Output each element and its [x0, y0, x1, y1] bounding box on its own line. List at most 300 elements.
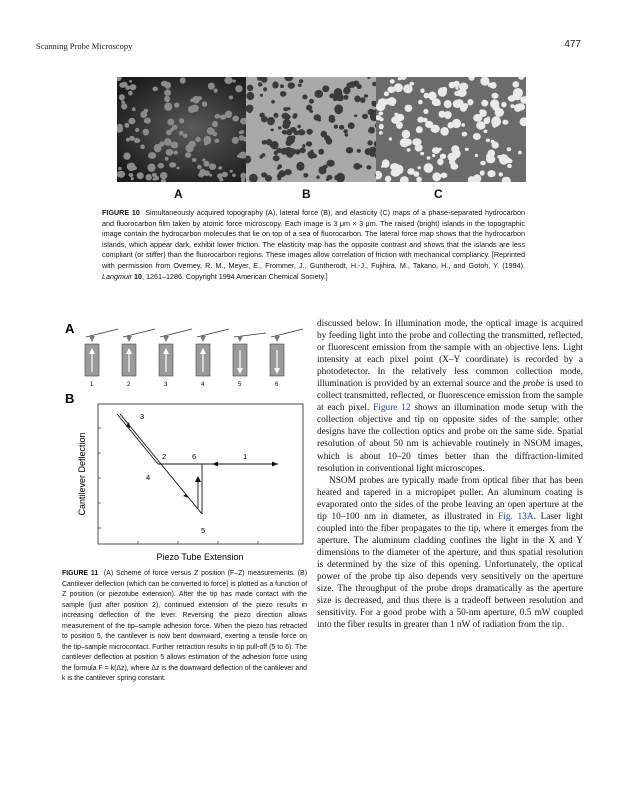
- cantilever-tip: [163, 336, 169, 342]
- island-shape: [263, 87, 267, 91]
- island-shape: [387, 97, 396, 106]
- island-shape: [518, 151, 522, 155]
- island-shape: [189, 145, 193, 149]
- island-shape: [447, 122, 454, 129]
- island-shape: [334, 125, 338, 129]
- cantilever-number: 6: [275, 382, 279, 388]
- island-shape: [169, 162, 176, 168]
- island-shape: [180, 77, 186, 83]
- island-shape: [449, 82, 456, 89]
- figure10-caption-tail: , 1261–1286. Copyright 1994 American Chemical Society.]: [141, 271, 328, 281]
- pull-off-arrow-head: [195, 476, 201, 482]
- island-shape: [239, 131, 243, 135]
- island-shape: [230, 170, 233, 173]
- figure10-panel-label-c: C: [434, 187, 443, 201]
- island-shape: [128, 118, 135, 125]
- island-shape: [315, 90, 324, 98]
- island-shape: [164, 96, 170, 102]
- island-shape: [164, 89, 171, 96]
- island-shape: [339, 125, 344, 130]
- island-shape: [198, 96, 202, 100]
- island-shape: [385, 176, 391, 182]
- island-shape: [353, 81, 359, 87]
- cantilever-lever: [271, 329, 303, 337]
- figure11-caption-text: (A) Scheme of force versus Z position (F–Z) measurements. (B) Cantilever deflection (which can be converted to force) is plotted as a function of Z position (or piezotube extension). After the tip has made contact with the sample (just after position 2), continued extension of the piezo results in increasing deflection of the lever. Reversing the piezo direction allows measurement of the tip–sample adhesion force. When the piezo has retracted to position 5, the cantilever is now bent downward, exerting a tensile force on the tip–sample microcontact. Further retraction results in tip pull-off (5 to 6). The cantilever deflection at position 5 allows estimation of the adhesion force using the formula F = k(Δz), where Δz is the downward deflection of the cantilever and k is the cantilever spring constant.: [62, 570, 307, 682]
- island-shape: [121, 103, 127, 109]
- island-shape: [271, 100, 275, 104]
- island-shape: [372, 101, 376, 105]
- island-shape: [326, 160, 334, 167]
- cantilever-number: 3: [164, 382, 168, 388]
- island-shape: [132, 107, 136, 111]
- cantilever-tip: [89, 336, 95, 342]
- island-shape: [432, 147, 440, 154]
- island-shape: [218, 166, 222, 169]
- island-shape: [282, 122, 290, 129]
- micrograph-topography-image: [117, 77, 267, 182]
- figure10-caption: [102, 208, 525, 282]
- island-shape: [440, 154, 446, 159]
- island-shape: [292, 115, 296, 119]
- island-shape: [449, 160, 455, 165]
- island-shape: [130, 84, 137, 90]
- island-shape: [480, 161, 486, 166]
- figure11-panel-label-b: B: [65, 391, 75, 406]
- island-shape: [329, 115, 335, 121]
- island-shape: [225, 111, 232, 119]
- baseline-arrow-head-right: [272, 462, 278, 467]
- island-shape: [298, 129, 306, 135]
- island-shape: [329, 93, 335, 98]
- island-shape: [204, 142, 208, 145]
- island-shape: [239, 155, 243, 159]
- island-shape: [303, 173, 308, 178]
- cantilever-lever: [197, 329, 229, 337]
- island-shape: [322, 85, 329, 92]
- island-shape: [166, 149, 174, 156]
- island-shape: [197, 165, 202, 169]
- island-shape: [439, 111, 446, 118]
- island-shape: [134, 138, 140, 143]
- island-shape: [424, 93, 429, 99]
- island-shape: [440, 127, 449, 136]
- island-shape: [389, 137, 392, 140]
- island-shape: [267, 119, 274, 125]
- island-shape: [117, 171, 125, 178]
- cantilever-number: 5: [238, 382, 242, 388]
- island-shape: [346, 147, 353, 153]
- island-shape: [516, 103, 525, 110]
- cantilever-tip: [126, 336, 132, 342]
- cantilever-number: 2: [127, 382, 131, 388]
- island-shape: [202, 101, 207, 107]
- island-shape: [297, 125, 301, 129]
- micrograph-lateral-force-image: [246, 77, 396, 182]
- island-shape: [274, 151, 278, 156]
- island-shape: [302, 144, 305, 148]
- island-shape: [281, 148, 288, 155]
- island-shape: [125, 123, 130, 128]
- island-shape: [123, 152, 130, 159]
- island-shape: [229, 96, 233, 100]
- island-shape: [212, 121, 218, 127]
- island-shape: [348, 122, 355, 129]
- island-shape: [480, 170, 485, 175]
- island-shape: [127, 163, 133, 169]
- island-shape: [147, 164, 155, 172]
- island-shape: [158, 163, 164, 169]
- island-shape: [119, 94, 125, 101]
- island-shape: [274, 113, 279, 118]
- graph-point-label-5: 5: [201, 526, 206, 535]
- island-shape: [148, 152, 156, 159]
- island-shape: [280, 84, 284, 88]
- island-shape: [176, 167, 179, 170]
- island-shape: [455, 87, 458, 90]
- island-shape: [488, 83, 494, 88]
- island-shape: [510, 104, 514, 108]
- paragraph-2-part-b: . Laser light coupled into the fiber propagates to the tip, where it emerges from the aperture. The aluminum cladding confines the light in the X and Y dimensions to the diameter of the aperture, and thus spatial resolution is determined by the size of this opening. Unfortunately, the optical power of the probe tip also depends very sensitively on the aperture size. The throughput of the probe drops dramatically as the aperture size is decreased, and thus there is a tradeoff between resolution and sensitivity. For a good probe with a 50-nm aperture, 0.5 mW coupled into the fiber results in greater than 1 nW of radiation from the tip.: [317, 511, 583, 631]
- island-shape: [232, 116, 239, 122]
- island-shape: [396, 122, 403, 129]
- island-shape: [160, 172, 168, 179]
- island-shape: [144, 109, 149, 113]
- island-shape: [457, 89, 467, 97]
- island-shape: [513, 91, 522, 100]
- island-shape: [354, 96, 360, 103]
- island-shape: [439, 148, 442, 151]
- island-shape: [440, 173, 447, 179]
- island-shape: [179, 118, 184, 123]
- island-shape: [418, 100, 423, 105]
- island-shape: [502, 120, 508, 125]
- island-shape: [185, 152, 191, 158]
- island-shape: [476, 121, 485, 129]
- island-shape: [416, 126, 423, 133]
- island-shape: [490, 99, 499, 108]
- page-number: 477: [564, 39, 581, 50]
- island-shape: [118, 78, 121, 81]
- island-shape: [507, 164, 512, 168]
- island-shape: [290, 127, 297, 133]
- island-shape: [384, 91, 389, 96]
- island-shape: [192, 158, 197, 162]
- island-shape: [417, 166, 421, 169]
- island-shape: [407, 148, 411, 152]
- island-shape: [277, 177, 281, 181]
- cantilever-lever: [86, 329, 118, 337]
- island-shape: [209, 163, 216, 170]
- figure10-caption-label: FIGURE 10: [102, 208, 140, 217]
- island-shape: [364, 94, 368, 97]
- island-shape: [432, 154, 435, 157]
- island-shape: [309, 110, 313, 113]
- island-shape: [323, 165, 328, 169]
- island-shape: [309, 99, 314, 104]
- paragraph-1-part-c: shows an illumination mode setup with the collection objective and tip on opposite sides of the sample; other designs have the collection optics and probe on the same side. Spatial resolution of about 50 nm is achievable routinely in NSOM images, which is about 10–20 times better than the diffraction-limited resolution in conventional light microscopes.: [317, 403, 583, 474]
- cantilever-number: 1: [90, 382, 94, 388]
- graph-point-label-4: 4: [146, 473, 151, 482]
- island-shape: [247, 85, 254, 92]
- island-shape: [390, 79, 395, 83]
- island-shape: [394, 83, 403, 92]
- island-shape: [423, 109, 428, 114]
- island-shape: [420, 88, 424, 93]
- figure10-caption-text: Simultaneously acquired topography (A), lateral force (B), and elasticity (C) maps of a phase-separated hydrocarbon and fluorocarbon film taken by atomic force microscopy. Each image is 3 μm × 3 μm. The raised (bright) islands in the topographic image contain the hydrocarbon molecules that lie on top of a sea of fluorocarbon. The lateral force map shows that the hydrocarbon islands, which appear dark, exhibit lower friction. The elasticity map has the opposite contrast and shows that the islands are less compliant (or stiffer) than the fluorocarbon regions. These images allow correlation of friction with mechanical compliancy. [Reprinted with permission from Overney, R. M., Meyer, E., Frommer, J., Guntherodt, H.-J., Fujihira, M., Takano, H., and Gotoh, Y. (1994).: [102, 208, 526, 270]
- graph-point-label-2: 2: [162, 452, 167, 461]
- paragraph-1-italic: probe: [523, 379, 545, 390]
- island-shape: [369, 127, 375, 134]
- island-shape: [444, 100, 452, 108]
- island-shape: [122, 82, 128, 88]
- island-shape: [161, 81, 168, 87]
- island-shape: [306, 141, 312, 146]
- island-shape: [402, 130, 410, 139]
- island-shape: [494, 119, 499, 124]
- island-shape: [278, 170, 286, 177]
- island-shape: [394, 113, 398, 117]
- island-shape: [246, 92, 254, 100]
- island-shape: [367, 140, 372, 145]
- island-shape: [155, 176, 160, 181]
- island-shape: [316, 175, 319, 179]
- island-shape: [357, 149, 361, 153]
- cantilever-tip: [274, 336, 280, 342]
- island-shape: [128, 91, 133, 96]
- island-shape: [346, 83, 352, 89]
- island-shape: [378, 98, 387, 106]
- paragraph-1-part-b: is used to collect transmitted, reflected, or fluorescence emission from the sample at each pixel.: [317, 379, 583, 414]
- island-shape: [172, 125, 178, 130]
- island-shape: [306, 129, 312, 135]
- y-axis-label: Cantilever Deflection: [77, 432, 87, 516]
- figure-13a-link[interactable]: Fig. 13A: [498, 511, 534, 522]
- island-shape: [308, 152, 315, 159]
- figure-12-link[interactable]: Figure 12: [373, 403, 411, 414]
- graph-point-label-1: 1: [243, 452, 248, 461]
- island-shape: [379, 124, 384, 130]
- island-shape: [288, 82, 295, 88]
- island-shape: [365, 148, 372, 155]
- island-shape: [334, 105, 343, 115]
- island-shape: [427, 156, 431, 159]
- island-shape: [480, 110, 487, 117]
- island-shape: [345, 133, 349, 136]
- island-shape: [334, 175, 340, 181]
- paragraph-1-part-a: discussed below. In illumination mode, the optical image is acquired by feeding light into the probe and collecting the transmitted, reflected, or fluorescent emission from the sample with an objective lens. Light intensity at each pixel point (X–Y coordinate) is recorded by a photodetector. In the relatively less common collection mode, illumination is provided by an external source and the: [317, 319, 583, 390]
- island-shape: [129, 80, 132, 83]
- island-shape: [403, 84, 412, 93]
- paragraph-1: [317, 318, 583, 475]
- x-axis-label: Piezo Tube Extension: [156, 552, 244, 562]
- island-shape: [167, 119, 174, 126]
- island-shape: [215, 114, 221, 119]
- island-shape: [129, 173, 134, 177]
- island-shape: [460, 106, 467, 112]
- island-shape: [318, 149, 324, 155]
- island-shape: [174, 103, 179, 108]
- island-shape: [126, 138, 130, 142]
- island-shape: [508, 159, 513, 163]
- island-shape: [164, 138, 171, 146]
- island-shape: [118, 167, 121, 170]
- island-shape: [499, 172, 503, 176]
- island-shape: [512, 81, 519, 88]
- island-shape: [423, 118, 428, 123]
- island-shape: [501, 102, 506, 108]
- island-shape: [487, 117, 491, 121]
- cantilever-lever: [123, 329, 155, 337]
- island-shape: [261, 116, 268, 122]
- island-shape: [492, 93, 499, 99]
- island-shape: [462, 132, 468, 137]
- island-shape: [424, 163, 434, 173]
- island-shape: [415, 144, 423, 152]
- island-shape: [195, 137, 200, 142]
- island-shape: [467, 99, 473, 105]
- island-shape: [282, 130, 288, 135]
- island-shape: [344, 95, 349, 100]
- island-shape: [209, 128, 215, 133]
- island-shape: [214, 139, 219, 143]
- cantilever-number: 4: [201, 382, 205, 388]
- island-shape: [414, 171, 420, 177]
- island-shape: [171, 142, 179, 149]
- island-shape: [387, 86, 395, 93]
- island-shape: [497, 155, 501, 158]
- island-shape: [152, 87, 158, 92]
- figure11-caption: [62, 569, 307, 685]
- island-shape: [343, 129, 347, 133]
- island-shape: [442, 87, 447, 93]
- island-shape: [497, 109, 505, 115]
- island-shape: [173, 151, 178, 155]
- island-shape: [283, 107, 288, 111]
- island-shape: [286, 140, 293, 146]
- figure10-caption-journal: Langmuir: [102, 271, 132, 281]
- island-shape: [217, 173, 223, 179]
- cantilever-tip: [200, 336, 206, 342]
- island-shape: [420, 152, 424, 156]
- island-shape: [232, 137, 239, 144]
- island-shape: [366, 165, 371, 169]
- figure11-diagram: [62, 318, 317, 568]
- island-shape: [239, 135, 244, 141]
- island-shape: [273, 155, 280, 161]
- island-shape: [165, 157, 169, 161]
- island-shape: [209, 174, 212, 177]
- island-shape: [291, 135, 295, 139]
- island-shape: [487, 170, 495, 177]
- island-shape: [465, 148, 469, 151]
- island-shape: [274, 81, 277, 85]
- island-shape: [437, 158, 443, 165]
- island-shape: [432, 172, 441, 181]
- island-shape: [299, 148, 305, 154]
- island-shape: [359, 165, 363, 168]
- island-shape: [166, 130, 172, 136]
- curve-contact-approach: [117, 414, 158, 464]
- figure10-caption-volume: 10: [133, 271, 142, 281]
- island-shape: [208, 83, 215, 90]
- island-shape: [271, 129, 274, 132]
- island-shape: [360, 97, 366, 103]
- island-shape: [488, 150, 496, 158]
- island-shape: [486, 139, 490, 143]
- island-shape: [379, 111, 384, 115]
- island-shape: [507, 147, 512, 151]
- island-shape: [144, 118, 151, 124]
- island-shape: [469, 177, 472, 180]
- island-shape: [188, 106, 195, 113]
- island-shape: [400, 138, 409, 147]
- island-shape: [137, 172, 144, 179]
- island-shape: [262, 153, 266, 157]
- island-shape: [362, 114, 368, 119]
- island-shape: [473, 133, 481, 140]
- island-shape: [143, 129, 150, 136]
- graph-point-label-3: 3: [140, 412, 145, 421]
- cantilever-tip: [237, 336, 243, 342]
- island-shape: [280, 91, 286, 97]
- island-shape: [398, 77, 402, 80]
- island-shape: [179, 131, 184, 136]
- island-shape: [204, 161, 210, 167]
- figure10-panel-label-a: A: [174, 187, 183, 201]
- island-shape: [391, 169, 401, 177]
- island-shape: [164, 103, 172, 111]
- island-shape: [461, 123, 465, 127]
- island-shape: [278, 126, 282, 129]
- micrograph-elasticity-image: [376, 77, 526, 182]
- island-shape: [475, 154, 478, 157]
- paragraph-2: [317, 475, 583, 632]
- island-shape: [326, 178, 329, 181]
- island-shape: [232, 80, 236, 83]
- island-shape: [135, 128, 139, 132]
- island-shape: [432, 98, 441, 106]
- island-shape: [379, 131, 383, 135]
- island-shape: [261, 172, 267, 177]
- island-shape: [295, 149, 300, 155]
- island-shape: [492, 142, 499, 149]
- arrow-head-down: [183, 494, 189, 498]
- island-shape: [146, 174, 152, 181]
- island-shape: [133, 166, 137, 170]
- running-title: Scanning Probe Microscopy: [36, 41, 133, 51]
- island-shape: [296, 162, 304, 171]
- island-shape: [324, 135, 330, 141]
- figure11-caption-label: FIGURE 11: [62, 570, 99, 577]
- island-shape: [258, 82, 263, 86]
- cantilever-lever: [160, 329, 192, 337]
- island-shape: [214, 89, 218, 93]
- island-shape: [282, 113, 290, 119]
- island-shape: [481, 100, 488, 107]
- figure11-panel-label-a: A: [65, 321, 75, 336]
- island-shape: [299, 79, 303, 83]
- island-shape: [453, 100, 462, 108]
- island-shape: [277, 167, 280, 170]
- baseline-arrow-head-left: [212, 462, 218, 467]
- graph-point-label-6: 6: [192, 452, 197, 461]
- island-shape: [354, 114, 357, 117]
- island-shape: [183, 134, 188, 138]
- island-shape: [260, 94, 263, 97]
- island-shape: [381, 165, 384, 168]
- island-shape: [154, 144, 162, 152]
- island-shape: [140, 144, 145, 149]
